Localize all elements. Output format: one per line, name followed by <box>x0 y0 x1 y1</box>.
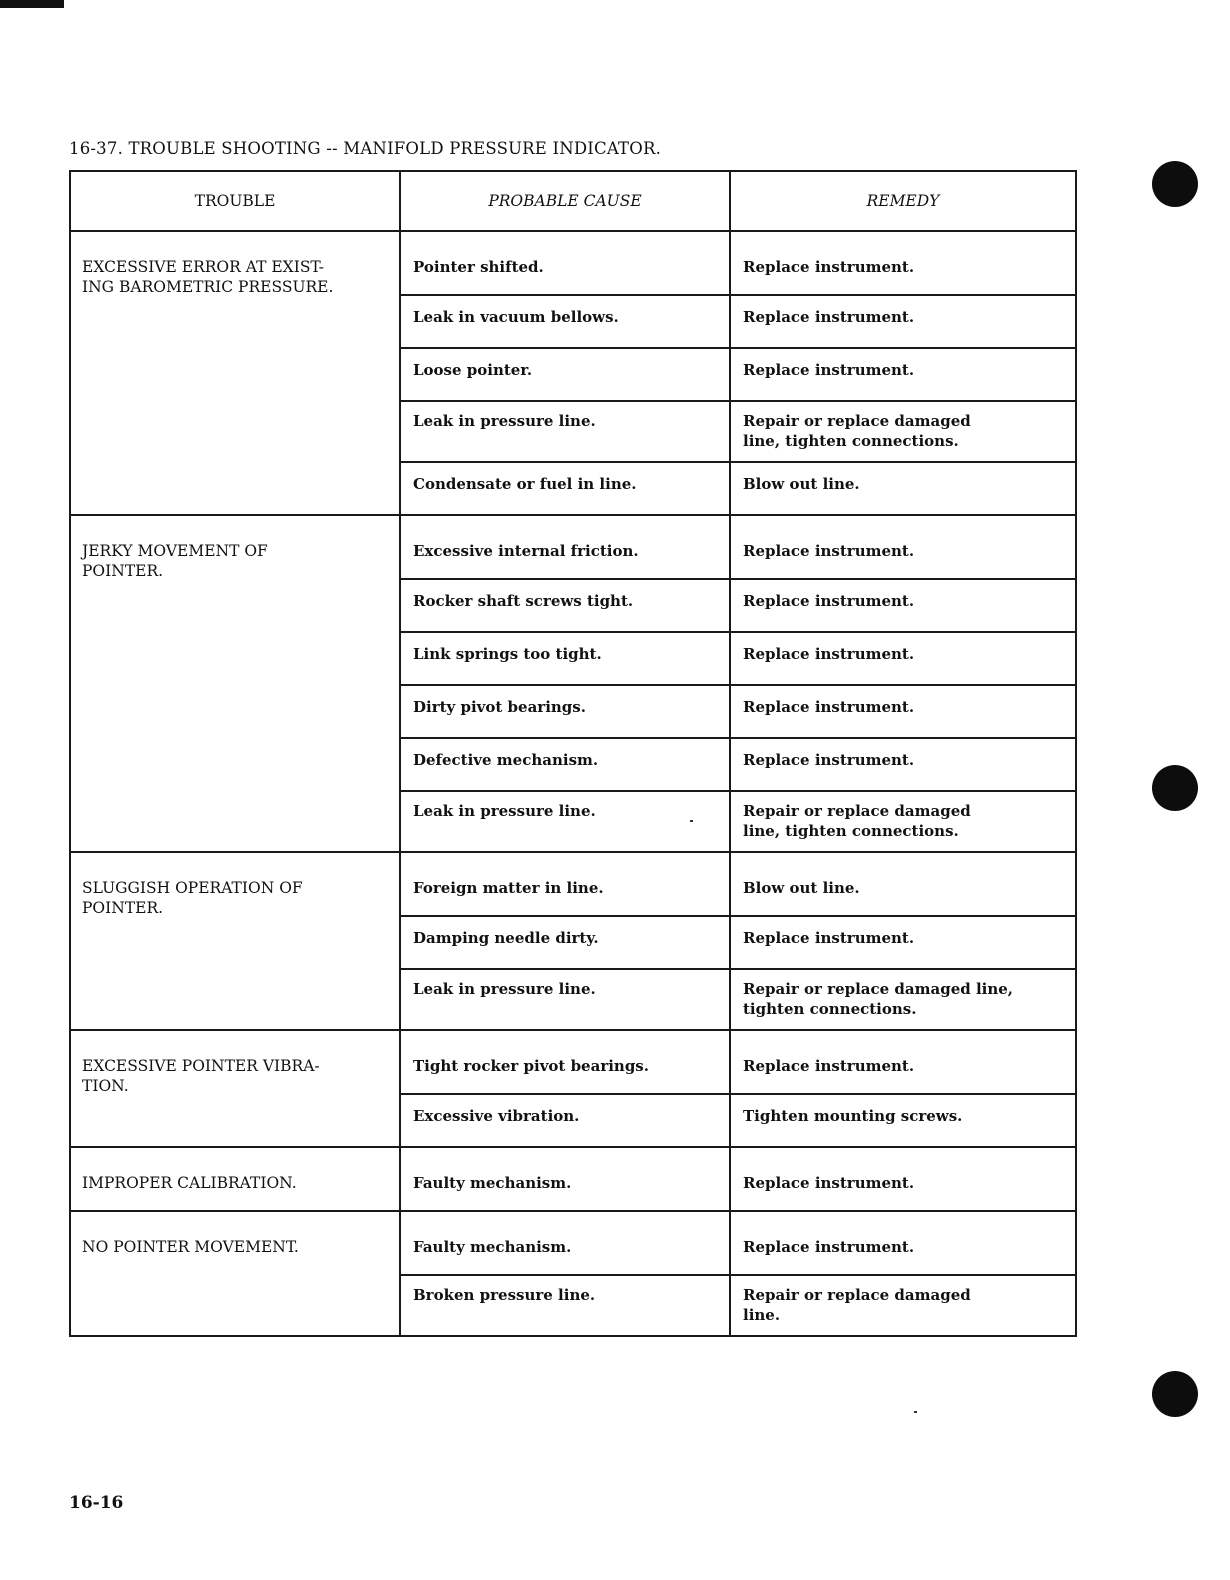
probable-cause-cell: Faulty mechanism. <box>400 1211 730 1275</box>
probable-cause-cell: Leak in pressure line. <box>400 791 730 852</box>
remedy-cell: Replace instrument. <box>730 738 1076 791</box>
trouble-cell: IMPROPER CALIBRATION. <box>70 1147 400 1211</box>
probable-cause-cell: Foreign matter in line. <box>400 852 730 916</box>
probable-cause-cell: Broken pressure line. <box>400 1275 730 1336</box>
remedy-cell: Repair or replace damaged line, tighten connections. <box>730 401 1076 462</box>
table-row <box>70 1147 1076 1211</box>
header-row <box>70 171 1076 231</box>
table-row <box>70 515 1076 579</box>
punch-hole <box>1152 161 1198 207</box>
trouble-cell: JERKY MOVEMENT OF POINTER. <box>70 515 400 852</box>
remedy-cell: Repair or replace damaged line. <box>730 1275 1076 1336</box>
page-title: 16-37. TROUBLE SHOOTING -- MANIFOLD PRESSURE INDICATOR. <box>69 139 662 158</box>
probable-cause-cell: Pointer shifted. <box>400 231 730 295</box>
probable-cause-cell: Link springs too tight. <box>400 632 730 685</box>
remedy-cell: Repair or replace damaged line, tighten connections. <box>730 969 1076 1030</box>
table-row <box>70 1030 1076 1094</box>
probable-cause-cell: Excessive internal friction. <box>400 515 730 579</box>
page-number: 16-16 <box>69 1493 124 1513</box>
remedy-cell: Replace instrument. <box>730 916 1076 969</box>
remedy-cell: Replace instrument. <box>730 579 1076 632</box>
table-body <box>70 231 1076 1336</box>
header-trouble: TROUBLE <box>70 171 400 231</box>
scan-speck <box>914 1411 917 1413</box>
punch-hole <box>1152 765 1198 811</box>
trouble-cell: EXCESSIVE ERROR AT EXIST- ING BAROMETRIC PRESSURE. <box>70 231 400 515</box>
remedy-cell: Replace instrument. <box>730 231 1076 295</box>
probable-cause-cell: Dirty pivot bearings. <box>400 685 730 738</box>
troubleshooting-table <box>69 170 1077 1337</box>
probable-cause-cell: Excessive vibration. <box>400 1094 730 1147</box>
remedy-cell: Replace instrument. <box>730 632 1076 685</box>
remedy-cell: Blow out line. <box>730 462 1076 515</box>
remedy-cell: Replace instrument. <box>730 1030 1076 1094</box>
probable-cause-cell: Leak in pressure line. <box>400 401 730 462</box>
remedy-cell: Replace instrument. <box>730 685 1076 738</box>
remedy-cell: Replace instrument. <box>730 1211 1076 1275</box>
punch-hole <box>1152 1371 1198 1417</box>
header-probable-cause: PROBABLE CAUSE <box>400 171 730 231</box>
table-row <box>70 852 1076 916</box>
probable-cause-cell: Tight rocker pivot bearings. <box>400 1030 730 1094</box>
trouble-cell: EXCESSIVE POINTER VIBRA- TION. <box>70 1030 400 1147</box>
probable-cause-cell: Defective mechanism. <box>400 738 730 791</box>
remedy-cell: Replace instrument. <box>730 348 1076 401</box>
corner-mark <box>0 0 64 8</box>
probable-cause-cell: Damping needle dirty. <box>400 916 730 969</box>
trouble-cell: SLUGGISH OPERATION OF POINTER. <box>70 852 400 1030</box>
remedy-cell: Replace instrument. <box>730 515 1076 579</box>
probable-cause-cell: Faulty mechanism. <box>400 1147 730 1211</box>
trouble-cell: NO POINTER MOVEMENT. <box>70 1211 400 1336</box>
remedy-cell: Blow out line. <box>730 852 1076 916</box>
table-row <box>70 1211 1076 1275</box>
table-row <box>70 231 1076 295</box>
probable-cause-cell: Rocker shaft screws tight. <box>400 579 730 632</box>
remedy-cell: Repair or replace damaged line, tighten connections. <box>730 791 1076 852</box>
probable-cause-cell: Leak in pressure line. <box>400 969 730 1030</box>
probable-cause-cell: Condensate or fuel in line. <box>400 462 730 515</box>
probable-cause-cell: Loose pointer. <box>400 348 730 401</box>
remedy-cell: Tighten mounting screws. <box>730 1094 1076 1147</box>
probable-cause-cell: Leak in vacuum bellows. <box>400 295 730 348</box>
remedy-cell: Replace instrument. <box>730 295 1076 348</box>
header-remedy: REMEDY <box>730 171 1076 231</box>
remedy-cell: Replace instrument. <box>730 1147 1076 1211</box>
